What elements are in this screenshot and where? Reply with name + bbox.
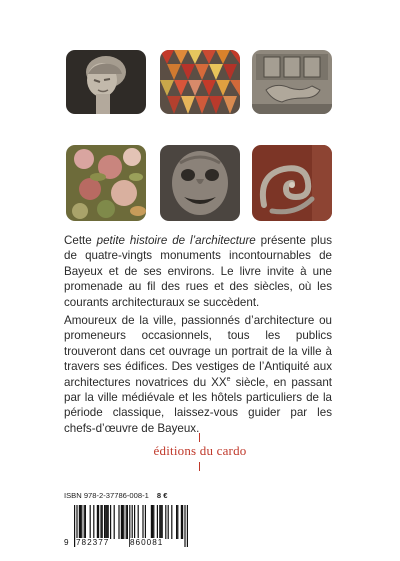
barcode-bar [102, 505, 103, 539]
barcode-bar [162, 505, 163, 539]
book-title-italic: petite histoire de l’architecture [96, 234, 256, 247]
barcode-bar [114, 505, 115, 539]
barcode-first-digit: 9 [64, 538, 70, 547]
barcode-bar [171, 505, 172, 539]
barcode-bar [152, 505, 153, 539]
photo-wrought-scroll [252, 145, 332, 221]
publisher-rule-bottom [199, 462, 200, 471]
barcode-bar [123, 505, 124, 539]
barcode-bar [81, 505, 82, 539]
barcode-bar [151, 505, 152, 539]
barcode-bar [127, 505, 128, 539]
barcode-bar [138, 505, 139, 539]
barcode-bar [98, 505, 99, 539]
barcode-bar [153, 505, 154, 539]
photo-grotesque-mask [160, 145, 240, 221]
photo-stained-glass [160, 50, 240, 114]
barcode-bar [118, 505, 119, 539]
century-superscript: e [226, 375, 231, 383]
barcode-bar [84, 505, 85, 539]
barcode-bar [176, 505, 177, 539]
barcode-bar [104, 505, 105, 539]
isbn-number: ISBN 978-2-37786-008-1 [64, 491, 149, 500]
publisher-name: éditions du cardo [153, 443, 247, 458]
barcode-bar [168, 505, 169, 539]
barcode-bar [106, 505, 107, 539]
barcode-bar [159, 505, 160, 539]
barcode-left-group: 782377 [76, 538, 110, 547]
barcode-bar [142, 505, 143, 539]
barcode-bar [121, 505, 122, 539]
description-paragraph-1: Cette petite histoire de l’architecture présente plus de quatre-vingts monuments incontournables de Bayeux et de ses environs. Le livre invite à une promenade au fil des rues et des siècles, où les courants architecturaux se succèdent. [64, 234, 332, 309]
barcode-bar [79, 505, 80, 539]
publisher-rule-top [199, 433, 200, 442]
price: 8 € [156, 491, 168, 500]
barcode-bar [90, 505, 91, 539]
barcode-bar [80, 505, 81, 539]
barcode-guard-bar [184, 505, 185, 547]
barcode-bar [145, 505, 146, 539]
barcode-right-group: 860081 [130, 538, 164, 547]
barcode-bar [97, 505, 98, 539]
barcode-bar [134, 505, 135, 539]
barcode-bar [182, 505, 183, 539]
barcode-bar [85, 505, 86, 539]
photo-floral-painting [66, 145, 146, 221]
description-paragraph-2: Amoureux de la ville, passionnés d’architecture ou promeneurs occasionnels, tous les publics trouveront dans cet ouvrage un portrait de la ville à travers ses édifices. Des vestiges de l’Antiquité aux architectures novatrices du XXe siècle, en passant par la ville médiévale et les hôtels particuliers de la période classique, laissez-vous guider par les chefs-d’œuvre de Bayeux. [64, 314, 332, 435]
barcode-bar [160, 505, 161, 539]
barcode-bar [126, 505, 127, 539]
barcode-bar [110, 505, 111, 539]
barcode-bar [100, 505, 101, 539]
barcode-bar [177, 505, 178, 539]
barcode-guard-bar [187, 505, 188, 547]
barcode-bar [165, 505, 166, 539]
barcode-bar [181, 505, 182, 539]
barcode-bar [108, 505, 109, 539]
isbn-row [64, 491, 167, 500]
photo-carved-initials [252, 50, 332, 114]
barcode-bar [93, 505, 94, 539]
barcode-bar [122, 505, 123, 539]
barcode-bar [157, 505, 158, 539]
barcode-bar [105, 505, 106, 539]
photo-sculpted-head [66, 50, 146, 114]
